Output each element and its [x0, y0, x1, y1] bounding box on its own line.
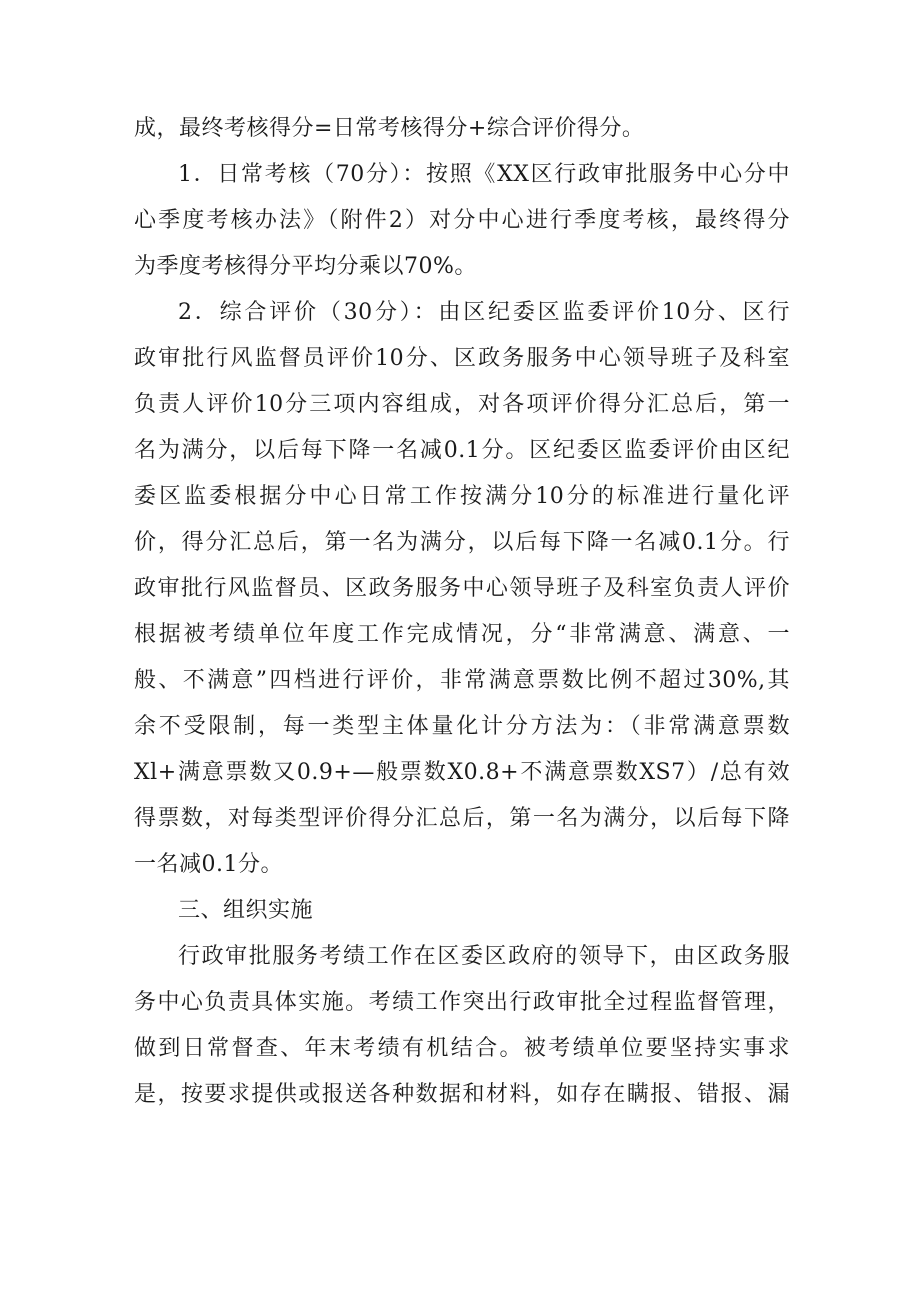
text-line: 委区监委根据分中心日常工作按满分10分的标准进行量化评	[134, 484, 790, 509]
text-line: 心季度考核办法》（附件2）对分中心进行季度考核，最终得分	[134, 208, 790, 233]
text-line: 政审批行风监督员、区政务服务中心领导班子及科室负责人评价	[134, 576, 790, 601]
text-line: 得票数，对每类型评价得分汇总后，第一名为满分，以后每下降	[134, 806, 790, 831]
section-heading-comprehensive-evaluation: 2．综合评价（30分）：由区纪委区监委评价10分、区行	[178, 300, 790, 325]
text-line: 负责人评价10分三项内容组成，对各项评价得分汇总后，第一	[134, 392, 790, 417]
section-heading-daily-assessment: 1．日常考核（70分）：按照《XX区行政审批服务中心分中	[178, 162, 790, 187]
text-line: 政审批行风监督员评价10分、区政务服务中心领导班子及科室	[134, 346, 790, 371]
text-line: 名为满分，以后每下降一名减0.1分。区纪委区监委评价由区纪	[134, 438, 790, 463]
text-line: 做到日常督查、年末考绩有机结合。被考绩单位要坚持实事求	[134, 1036, 790, 1061]
text-line: 为季度考核得分平均分乘以70%。	[134, 254, 477, 279]
text-line: 是，按要求提供或报送各种数据和材料，如存在瞒报、错报、漏	[134, 1082, 790, 1107]
text-line: 务中心负责具体实施。考绩工作突出行政审批全过程监督管理，	[134, 990, 790, 1015]
section-heading-organization: 三、组织实施	[178, 898, 314, 923]
text-line: 般、不满意”四档进行评价，非常满意票数比例不超过30%,其	[134, 668, 790, 693]
text-line: 成，最终考核得分=日常考核得分+综合评价得分。	[134, 116, 645, 141]
text-line: 一名减0.1分。	[134, 852, 283, 877]
text-line: Xl+满意票数又0.9+—般票数X0.8+不满意票数XS7）/总有效	[134, 760, 790, 785]
document-body	[134, 106, 790, 1118]
text-line: 价，得分汇总后，第一名为满分，以后每下降一名减0.1分。行	[134, 530, 790, 555]
text-line: 行政审批服务考绩工作在区委区政府的领导下，由区政务服	[178, 944, 790, 969]
text-line: 余不受限制，每一类型主体量化计分方法为：（非常满意票数	[134, 714, 790, 739]
text-line: 根据被考绩单位年度工作完成情况，分“非常满意、满意、一	[134, 622, 790, 647]
